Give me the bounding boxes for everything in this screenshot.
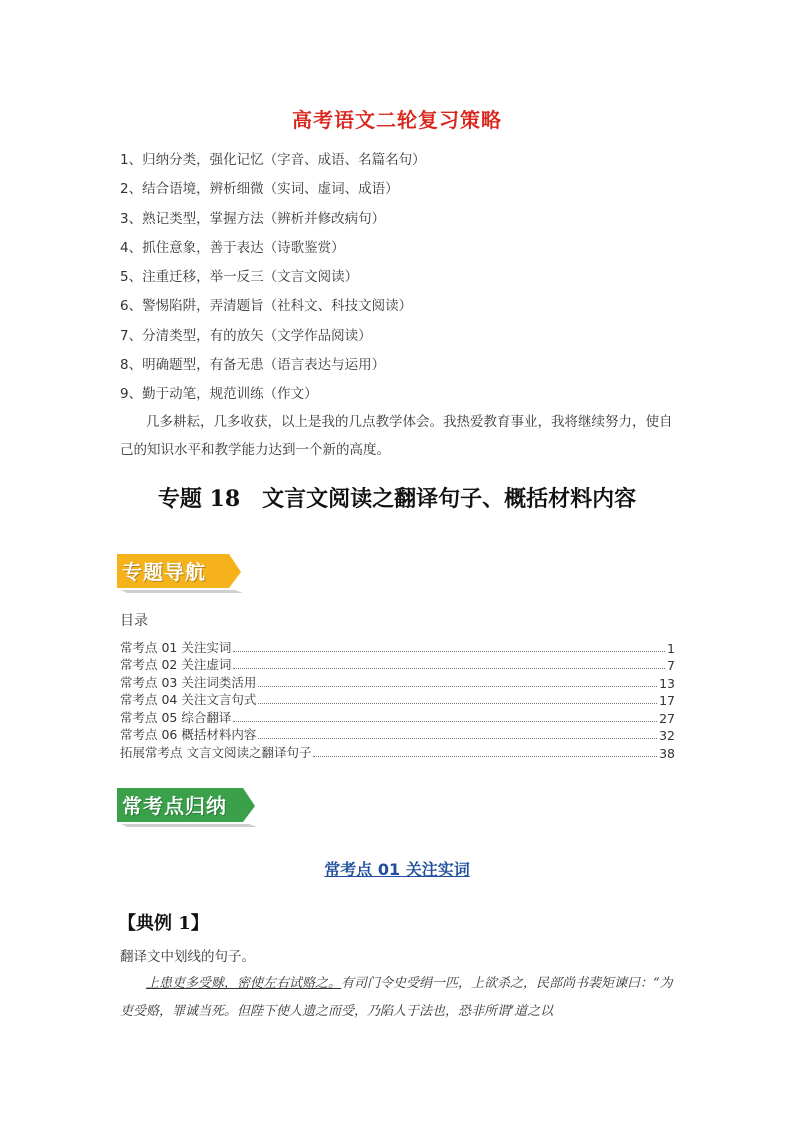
toc-entry-page: 38 [659,745,675,761]
toc-leader-dots [313,756,657,757]
toc-entry-page: 7 [667,658,675,673]
toc-leader-dots [258,686,657,687]
topic-title: 专题 18 文言文阅读之翻译句子、概括材料内容 [157,486,637,512]
toc-entry-label: 常考点 02 关注虚词 [120,657,232,672]
instruction-text: 翻译文中划线的句子。 [120,949,255,965]
toc-heading: 目录 [120,613,148,629]
section-title: 常考点 01 关注实词 [324,860,470,879]
source-passage-text: 有司门令史受绢一匹，上欲杀之，民部尚书裴矩谏曰：“为吏受赂，罪诚当死。但陛下使人遗之而受，乃陷人于法也，恐非所谓‘道之以 [120,976,673,1019]
toc-entry-page: 32 [659,728,675,743]
strategy-list [120,150,680,414]
strategy-item: 9、勤于动笔，规范训练（作文） [120,386,318,403]
toc-entry[interactable] [120,673,675,691]
strategy-item: 1、归纳分类，强化记忆（字音、成语、名篇名句） [120,152,426,168]
toc-entry[interactable] [120,726,675,744]
toc-entry-page: 13 [659,675,675,691]
toc-entry-label: 常考点 01 关注实词 [120,639,232,655]
strategy-item: 6、警惕陷阱，弄清题旨（社科文、科技文阅读） [120,298,413,315]
toc-entry-label: 常考点 06 概括材料内容 [120,727,257,742]
closing-paragraph [120,408,680,464]
example-heading: 【典例 1】 [118,913,209,934]
banner-topic-navigation-label: 专题导航 [122,560,206,584]
banner-topic-navigation [117,552,247,596]
toc-entry-page: 1 [667,640,675,656]
strategy-item: 4、抓住意象，善于表达（诗歌鉴赏） [120,239,345,256]
toc-leader-dots [258,738,657,739]
toc-entry[interactable] [120,656,675,674]
toc-entry[interactable] [120,743,675,761]
toc-leader-dots [258,703,657,704]
page-title: 高考语文二轮复习策略 [292,108,502,132]
toc-entry-label: 常考点 05 综合翻译 [120,709,232,725]
strategy-item: 2、结合语境，辨析细微（实词、虚词、成语） [120,181,399,198]
toc-leader-dots [233,721,657,722]
toc-entry-page: 17 [659,693,675,708]
toc-entry-label: 常考点 04 关注文言句式 [120,692,257,707]
strategy-item: 8、明确题型，有备无患（语言表达与运用） [120,357,386,374]
toc-leader-dots [233,651,665,652]
strategy-item: 7、分清类型，有的放矢（文学作品阅读） [120,327,372,344]
table-of-contents [120,638,675,761]
toc-entry[interactable] [120,638,675,656]
banner-key-points-summary-label: 常考点归纳 [122,794,227,818]
closing-paragraph-text: 几多耕耘，几多收获，以上是我的几点教学体会。我热爱教育事业，我将继续努力，使自己的知识水平和教学能力达到一个新的高度。 [120,414,673,458]
toc-entry-label: 拓展常考点 文言文阅读之翻译句子 [120,744,312,760]
toc-entry[interactable] [120,691,675,709]
banner-key-points-summary [117,786,262,830]
toc-leader-dots [233,668,665,669]
strategy-item: 3、熟记类型，掌握方法（辨析并修改病句） [120,210,386,227]
toc-entry-page: 27 [659,710,675,726]
underlined-sentence: 上患吏多受赇，密使左右试赂之。 [146,976,342,991]
toc-entry-label: 常考点 03 关注词类活用 [120,674,257,690]
strategy-item: 5、注重迁移，举一反三（文言文阅读） [120,269,359,286]
source-passage [120,970,680,1026]
toc-entry[interactable] [120,708,675,726]
